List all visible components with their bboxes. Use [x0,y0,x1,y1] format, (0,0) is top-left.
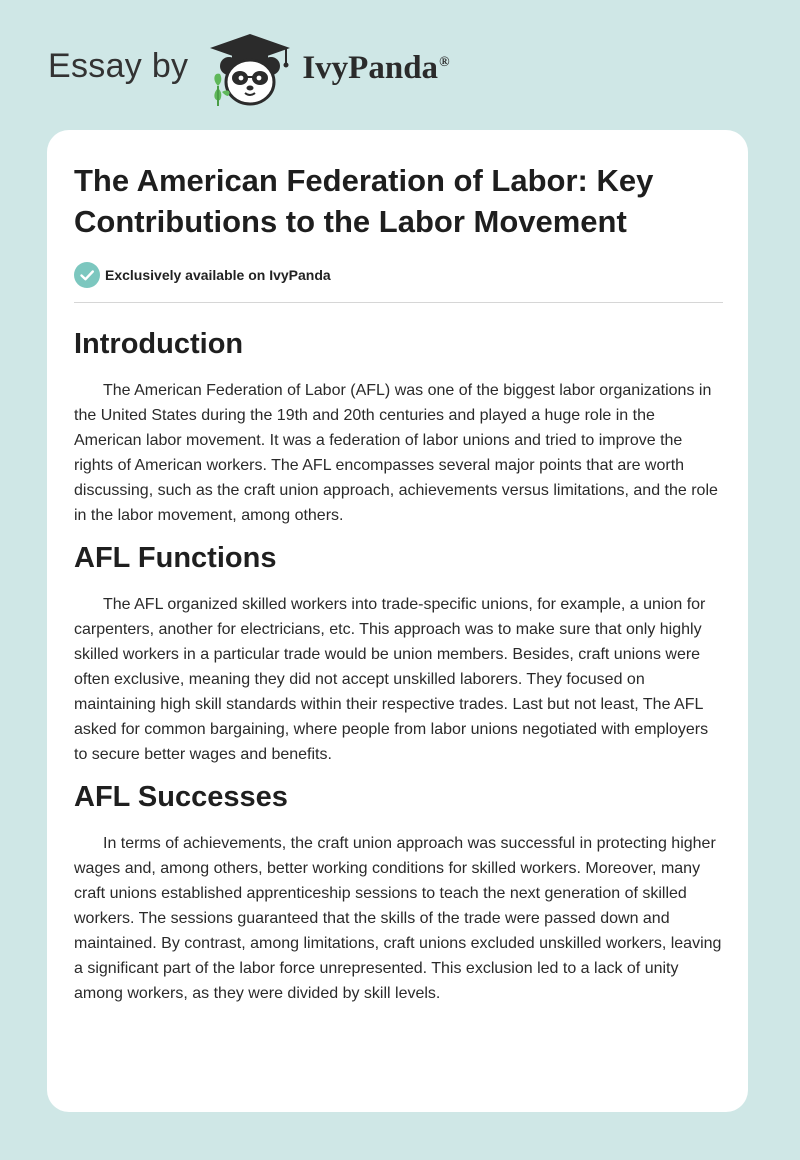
section-heading-afl-successes: AFL Successes [74,781,288,813]
section-body-introduction: The American Federation of Labor (AFL) was one of the biggest labor organizations in the United States during the 19th and 20th centuries and played a huge role in the American labor movement. It was a federation of labor unions and tried to improve the rights of American workers. The AFL encompasses several major points that are worth discussing, such as the craft union approach, achievements versus limitations, and the role in the labor movement, among others. [74,382,718,524]
registered-mark: ® [439,54,450,70]
exclusive-badge-text: Exclusively available on IvyPanda [105,267,331,283]
title-divider [74,302,723,303]
site-header [48,30,450,110]
section-body-afl-successes: In terms of achievements, the craft union approach was successful in protecting higher wages and, among others, better working conditions for skilled workers. Moreover, many craft unions established apprenticeship sessions to teach the next generation of skilled workers. The sessions guaranteed that the skills of the trade were passed down and maintained. By contrast, among limitations, craft unions excluded unskilled workers, leaving a significant part of the labor force unrepresented. This exclusion led to a lack of unity among workers, as they were divided by skill levels. [74,835,722,1002]
section-body-afl-functions: The AFL organized skilled workers into trade-specific unions, for example, a union for carpenters, another for electricians, etc. This approach was to make sure that only highly skilled workers in a particular trade would be union members. Besides, craft unions were often exclusive, meaning they did not accept unskilled laborers. They focused on maintaining high skill standards within their respective trades. Last but not least, The AFL asked for common bargaining, where people from labor unions negotiated with employers to secure better wages and benefits. [74,596,709,763]
brand-name-text: IvyPanda [302,49,439,86]
section-heading-afl-functions: AFL Functions [74,542,277,574]
exclusive-badge [74,262,723,288]
article-title: The American Federation of Labor: Key Contributions to the Labor Movement [74,163,654,239]
article-content [74,160,723,1006]
section-heading-introduction: Introduction [74,328,244,360]
brand-prefix: Essay by [48,46,189,85]
article-card [47,130,748,1112]
panda-graduate-icon[interactable] [202,30,298,110]
check-circle-icon [74,262,100,288]
brand-name[interactable] [302,50,449,87]
